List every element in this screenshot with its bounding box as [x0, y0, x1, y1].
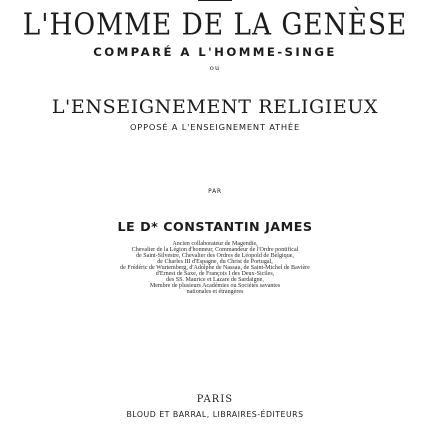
- author-credential: Chevalier de la Légion d'honneur, Commandeur de l'Ordre pontifical: [131, 247, 299, 253]
- place-of-publication: PARIS: [196, 394, 234, 405]
- author-credential: Membre de plusieurs Académies ou Sociétés savantes: [149, 283, 281, 289]
- conjunction: ou: [209, 64, 221, 72]
- author-credential: nationales et étrangères: [186, 289, 244, 295]
- second-title: L'ENSEIGNEMENT RELIGIEUX: [51, 96, 379, 118]
- author-credential: de Charles III d'Espagne, du Christ de Portugal,: [157, 259, 273, 265]
- author-credential: d'Ernest de Saxe, de François I des Deux-Siciles,: [155, 271, 275, 277]
- author-credential: Ancien collaborateur de Magendie,: [172, 241, 258, 247]
- author-credential: des SS. Maurice et Lazare de Sardaigne,: [166, 277, 264, 283]
- by-line: PAR: [208, 189, 222, 195]
- subtitle: COMPARÉ A L'HOMME-SINGE: [93, 45, 337, 59]
- main-title: L'HOMME DE LA GENÈSE: [22, 8, 408, 43]
- publisher: BLOUD ET BARRAL, LIBRAIRES-ÉDITEURS: [126, 410, 304, 419]
- author-credential: de Frédéric de Wurtemberg, d'Adolphe de Nassau, de Saint-Michel de Bavière: [120, 265, 310, 271]
- author-name: LE D* CONSTANTIN JAMES: [117, 219, 313, 234]
- author-credential: de Saint-Silvestre, Chevalier des Ordres de Léopold de Belgique,: [136, 253, 294, 259]
- top-rule: [198, 0, 232, 1]
- second-subtitle: OPPOSÉ A L'ENSEIGNEMENT ATHÉE: [129, 122, 301, 132]
